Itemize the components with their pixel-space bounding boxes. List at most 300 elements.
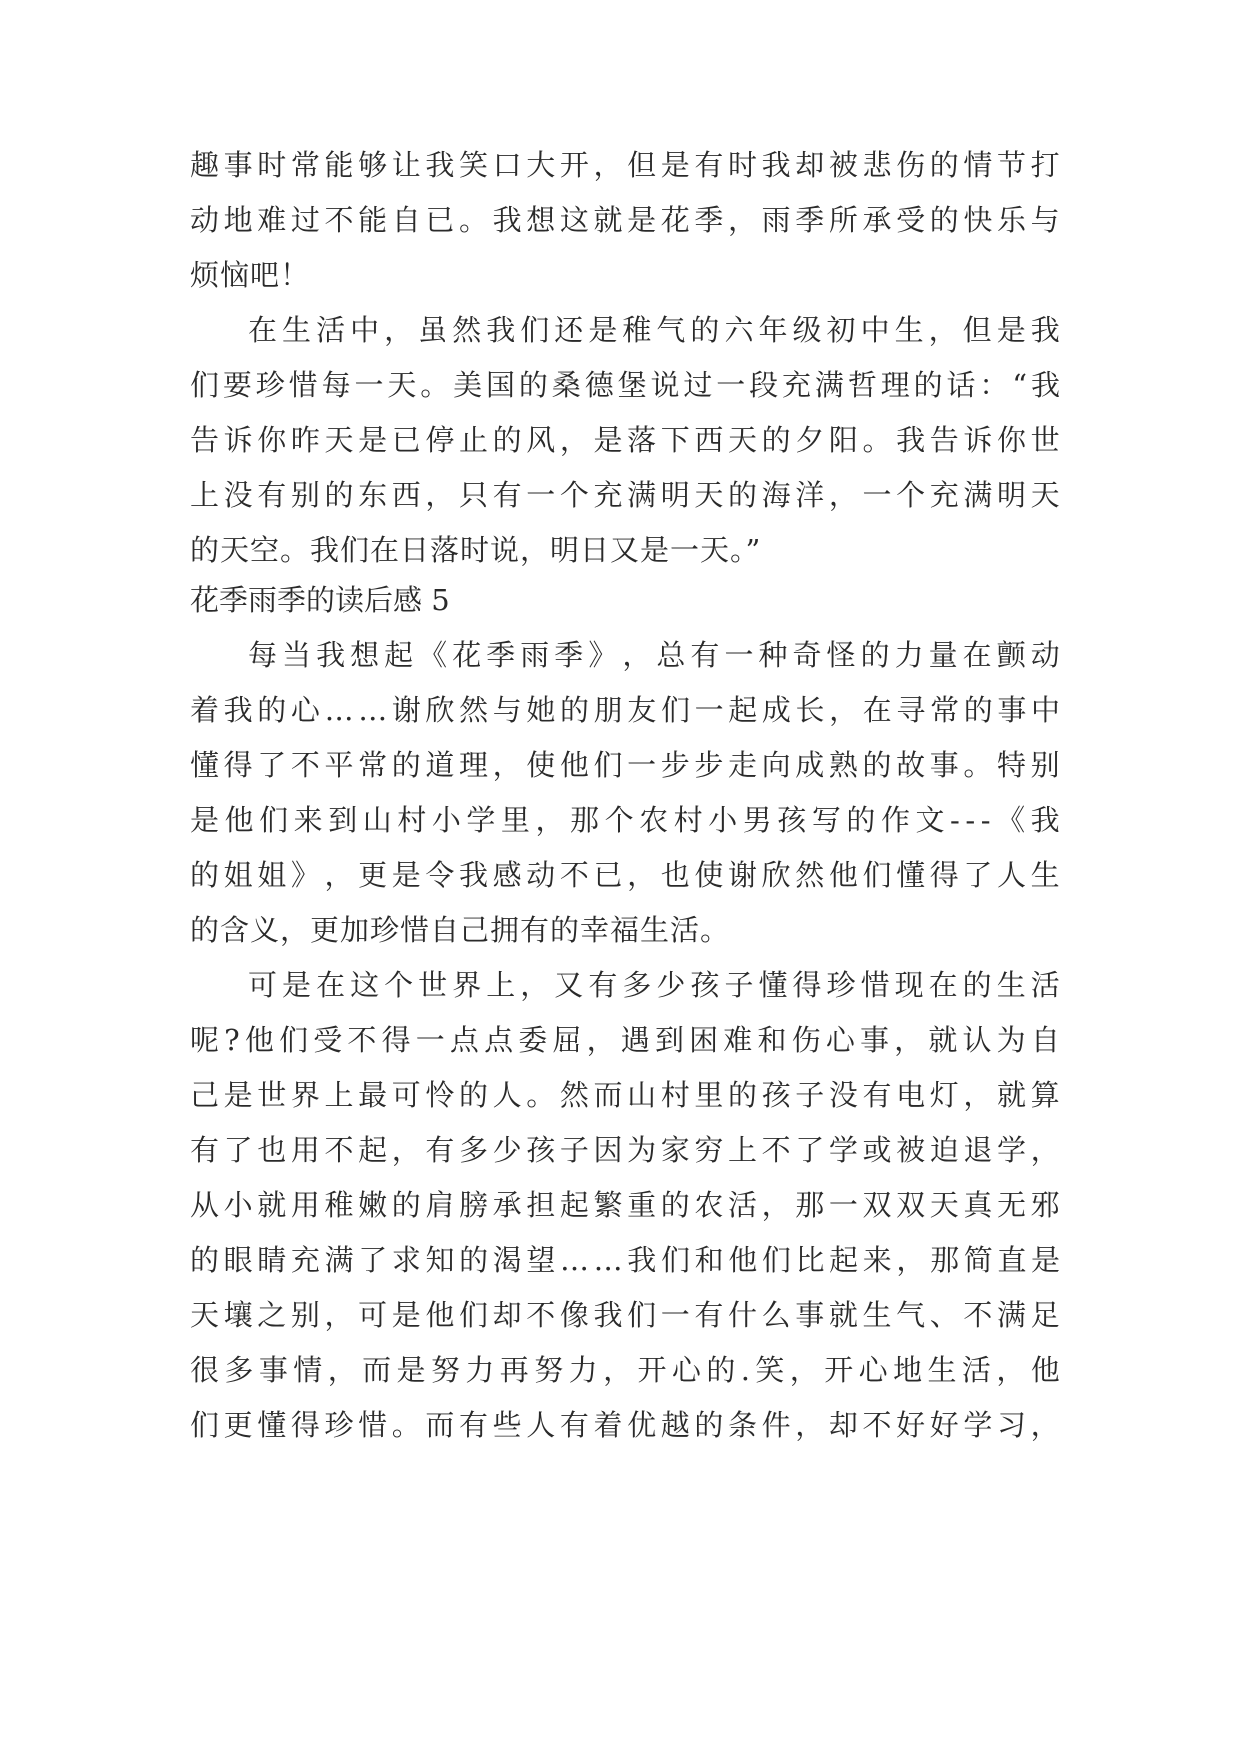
glyph: ， xyxy=(520,968,550,1002)
glyph: 是 xyxy=(358,423,388,457)
glyph: 上 xyxy=(324,1078,354,1112)
glyph: 有 xyxy=(694,1298,724,1332)
glyph: 一 xyxy=(627,748,657,782)
glyph: 村 xyxy=(660,1078,690,1112)
glyph: 的 xyxy=(862,748,892,782)
glyph: 满 xyxy=(814,368,844,402)
glyph: 那 xyxy=(795,1188,825,1222)
glyph: 起 xyxy=(559,1188,589,1222)
glyph: 他 xyxy=(244,1023,274,1057)
glyph: 遇 xyxy=(620,1023,650,1057)
glyph: ， xyxy=(384,313,414,347)
glyph: 上 xyxy=(728,1133,758,1167)
glyph: 够 xyxy=(358,148,388,182)
glyph: 开 xyxy=(559,148,589,182)
glyph: 家 xyxy=(660,1133,690,1167)
glyph: 告 xyxy=(190,423,220,457)
glyph: 比 xyxy=(795,1243,825,1277)
glyph: 她 xyxy=(526,693,556,727)
glyph: 海 xyxy=(761,478,791,512)
glyph: 了 xyxy=(223,1133,253,1167)
glyph: 当 xyxy=(282,638,312,672)
glyph: “ xyxy=(1012,368,1028,402)
glyph: 平 xyxy=(324,748,354,782)
glyph: 生 xyxy=(996,968,1026,1002)
glyph: 的 xyxy=(459,1243,489,1277)
glyph: ， xyxy=(728,203,758,237)
glyph: 美 xyxy=(453,368,483,402)
glyph: 屈 xyxy=(552,1023,582,1057)
glyph: 们 xyxy=(279,1023,309,1057)
glyph: 点 xyxy=(449,1023,479,1057)
glyph: 然 xyxy=(559,1078,589,1112)
glyph: 的 xyxy=(761,423,791,457)
glyph: 在 xyxy=(248,313,278,347)
glyph: ， xyxy=(795,1408,825,1442)
glyph: 界 xyxy=(290,1078,320,1112)
glyph: 们 xyxy=(862,858,892,892)
glyph: 成 xyxy=(761,693,791,727)
glyph: ， xyxy=(896,1243,926,1277)
glyph: 充 xyxy=(593,478,623,512)
glyph: 落 xyxy=(627,423,657,457)
glyph: 欣 xyxy=(425,693,455,727)
glyph: 动 xyxy=(1030,638,1060,672)
glyph: 是 xyxy=(282,968,312,1002)
glyph: 他 xyxy=(1030,1353,1060,1387)
glyph: 花 xyxy=(660,203,690,237)
glyph: 得 xyxy=(223,748,253,782)
glyph: 的 xyxy=(391,1188,421,1222)
glyph: 动 xyxy=(526,858,556,892)
glyph: 是 xyxy=(996,313,1026,347)
glyph: 可 xyxy=(391,1078,421,1112)
glyph: 、 xyxy=(929,1298,959,1332)
glyph: 我 xyxy=(1030,803,1060,837)
glyph: 却 xyxy=(492,1298,522,1332)
glyph: 级 xyxy=(792,313,822,347)
glyph: 算 xyxy=(1030,1078,1060,1112)
glyph: 孩 xyxy=(690,968,720,1002)
glyph: 人 xyxy=(997,858,1027,892)
glyph: 已 xyxy=(593,858,623,892)
glyph: 只 xyxy=(459,478,489,512)
glyph: ， xyxy=(1030,1133,1060,1167)
glyph: 懂 xyxy=(758,968,788,1002)
glyph: 种 xyxy=(758,638,788,672)
glyph: 而 xyxy=(362,1353,392,1387)
glyph: 的 xyxy=(492,423,522,457)
glyph: 笑 xyxy=(459,148,489,182)
glyph: 就 xyxy=(828,1298,858,1332)
glyph: 我 xyxy=(459,858,489,892)
glyph: 多 xyxy=(224,1353,254,1387)
glyph: 了 xyxy=(795,1133,825,1167)
glyph: 有 xyxy=(425,1133,455,1167)
glyph: 好 xyxy=(929,1408,959,1442)
glyph: 被 xyxy=(896,1133,926,1167)
glyph: 走 xyxy=(728,748,758,782)
glyph: 嫩 xyxy=(358,1188,388,1222)
glyph: 就 xyxy=(997,1078,1027,1112)
glyph: 多 xyxy=(459,1133,489,1167)
glyph: 也 xyxy=(660,858,690,892)
glyph: 阳 xyxy=(828,423,858,457)
glyph: 更 xyxy=(223,1408,253,1442)
glyph: 可 xyxy=(248,968,278,1002)
glyph: ， xyxy=(559,423,589,457)
glyph: 懂 xyxy=(190,748,220,782)
glyph: 一 xyxy=(526,478,556,512)
glyph: 伤 xyxy=(896,148,926,182)
glyph: 使 xyxy=(694,858,724,892)
glyph: - xyxy=(950,803,960,837)
glyph: 已 xyxy=(425,203,455,237)
glyph: 农 xyxy=(694,1188,724,1222)
glyph: 理 xyxy=(880,368,910,402)
glyph: 的 xyxy=(690,313,720,347)
glyph: 着 xyxy=(190,693,220,727)
glyph: 别 xyxy=(290,478,320,512)
glyph: 生 xyxy=(894,313,924,347)
glyph: 山 xyxy=(627,1078,657,1112)
glyph: 充 xyxy=(929,478,959,512)
glyph: 们 xyxy=(259,803,289,837)
glyph: 诉 xyxy=(223,423,253,457)
glyph: 明 xyxy=(997,478,1027,512)
glyph: - xyxy=(980,803,991,837)
glyph: 双 xyxy=(896,1188,926,1222)
glyph: 努 xyxy=(430,1353,460,1387)
glyph: 感 xyxy=(492,858,522,892)
glyph: 足 xyxy=(1030,1298,1060,1332)
glyph: 活 xyxy=(316,313,346,347)
glyph: … xyxy=(560,1243,590,1277)
glyph: 有 xyxy=(492,478,522,512)
glyph: 与 xyxy=(1030,203,1060,237)
glyph: 了 xyxy=(358,1243,388,1277)
glyph: 别 xyxy=(1030,748,1060,782)
glyph: 能 xyxy=(358,203,388,237)
paragraph-line xyxy=(190,471,1060,519)
glyph: 令 xyxy=(425,858,455,892)
glyph: 无 xyxy=(997,1188,1027,1222)
glyph: 天 xyxy=(1030,478,1060,512)
glyph: 珍 xyxy=(255,368,285,402)
glyph: ， xyxy=(761,1188,791,1222)
glyph: 委 xyxy=(518,1023,548,1057)
glyph: 打 xyxy=(1030,148,1060,182)
glyph: 过 xyxy=(683,368,713,402)
paragraph-line xyxy=(190,361,1060,409)
glyph: 谢 xyxy=(728,858,758,892)
glyph: ， xyxy=(1030,1408,1060,1442)
glyph: 世 xyxy=(418,968,448,1002)
glyph: 灯 xyxy=(929,1078,959,1112)
glyph: 村 xyxy=(673,803,703,837)
glyph: 的 xyxy=(660,1188,690,1222)
glyph: 事 xyxy=(929,748,959,782)
glyph: 个 xyxy=(559,478,589,512)
glyph: 子 xyxy=(795,1078,825,1112)
glyph: 承 xyxy=(862,203,892,237)
glyph: 》 xyxy=(290,858,320,892)
glyph: 德 xyxy=(584,368,614,402)
glyph: 但 xyxy=(962,313,992,347)
glyph: 笑 xyxy=(755,1353,785,1387)
glyph: 男 xyxy=(742,803,772,837)
glyph: 不 xyxy=(862,1408,892,1442)
glyph: 起 xyxy=(358,1133,388,1167)
glyph: 节 xyxy=(997,148,1027,182)
glyph: ， xyxy=(894,1023,924,1057)
glyph: 话 xyxy=(946,368,976,402)
glyph: 有 xyxy=(694,148,724,182)
glyph: 之 xyxy=(257,1298,287,1332)
paragraph-line xyxy=(190,1291,1060,1339)
glyph: 到 xyxy=(328,803,358,837)
glyph: 却 xyxy=(795,148,825,182)
glyph: ， xyxy=(492,748,522,782)
glyph: 时 xyxy=(728,148,758,182)
glyph: 一 xyxy=(354,368,384,402)
glyph: 写 xyxy=(811,803,841,837)
glyph: 望 xyxy=(526,1243,556,1277)
glyph: 孩 xyxy=(761,1078,791,1112)
glyph: 告 xyxy=(929,423,959,457)
glyph: 动 xyxy=(190,203,220,237)
paragraph-first-line xyxy=(248,306,1060,354)
glyph: 悲 xyxy=(862,148,892,182)
glyph: 他 xyxy=(224,803,254,837)
glyph: 事 xyxy=(223,148,253,182)
glyph: 我 xyxy=(492,203,522,237)
section-heading: 花季雨季的读后感 5 xyxy=(190,583,450,617)
glyph: 是 xyxy=(396,1353,426,1387)
glyph: 的 xyxy=(706,1353,736,1387)
glyph: 生 xyxy=(927,1353,957,1387)
glyph: 被 xyxy=(828,148,858,182)
glyph: 己 xyxy=(190,1078,220,1112)
glyph: 说 xyxy=(650,368,680,402)
paragraph-line xyxy=(190,686,1060,734)
glyph: 充 xyxy=(782,368,812,402)
glyph: 的 xyxy=(459,1078,489,1112)
glyph: 稚 xyxy=(622,313,652,347)
glyph: 个 xyxy=(896,478,926,512)
glyph: 气 xyxy=(656,313,686,347)
glyph: 中 xyxy=(860,313,890,347)
glyph: 《 xyxy=(418,638,448,672)
glyph: 季 xyxy=(694,203,724,237)
glyph: 开 xyxy=(637,1353,667,1387)
glyph: 学 xyxy=(466,803,496,837)
glyph: 更 xyxy=(358,858,388,892)
glyph: 开 xyxy=(824,1353,854,1387)
glyph: ? xyxy=(224,1023,240,1057)
glyph: 孩 xyxy=(526,1133,556,1167)
glyph: 心 xyxy=(858,1353,888,1387)
glyph: 们 xyxy=(660,693,690,727)
glyph: 而 xyxy=(593,1078,623,1112)
glyph: 膀 xyxy=(459,1188,489,1222)
glyph: 用 xyxy=(290,1133,320,1167)
paragraph-line xyxy=(190,1071,1060,1119)
glyph: 段 xyxy=(749,368,779,402)
glyph: ， xyxy=(535,803,565,837)
glyph: 珍 xyxy=(826,968,856,1002)
glyph: 常 xyxy=(930,693,960,727)
paragraph-line xyxy=(190,741,1060,789)
glyph: 趣 xyxy=(190,148,220,182)
paragraph-line xyxy=(190,1401,1060,1449)
glyph: 有 xyxy=(257,478,287,512)
glyph: 承 xyxy=(492,1188,522,1222)
glyph: 的 xyxy=(728,478,758,512)
glyph: 自 xyxy=(391,203,421,237)
glyph: 来 xyxy=(862,1243,892,1277)
glyph: 渴 xyxy=(492,1243,522,1277)
glyph: 但 xyxy=(627,148,657,182)
glyph: 一 xyxy=(724,638,754,672)
glyph: 好 xyxy=(896,1408,926,1442)
glyph: 又 xyxy=(554,968,584,1002)
glyph: 初 xyxy=(826,313,856,347)
glyph: 充 xyxy=(290,1243,320,1277)
glyph: 们 xyxy=(627,1298,657,1332)
glyph: 天 xyxy=(324,423,354,457)
glyph: 是 xyxy=(627,203,657,237)
glyph: ， xyxy=(622,638,652,672)
glyph: 惜 xyxy=(358,1408,388,1442)
glyph: 睛 xyxy=(257,1243,287,1277)
glyph: 就 xyxy=(593,203,623,237)
glyph: 我 xyxy=(761,148,791,182)
glyph: 季 xyxy=(795,203,825,237)
glyph: 一 xyxy=(828,1188,858,1222)
glyph: 然 xyxy=(459,693,489,727)
glyph: 懂 xyxy=(257,1408,287,1442)
glyph: 乐 xyxy=(997,203,1027,237)
glyph: 心 xyxy=(671,1353,701,1387)
glyph: 学 xyxy=(997,1133,1027,1167)
glyph: 雨 xyxy=(520,638,550,672)
glyph: 有 xyxy=(190,1133,220,1167)
glyph: 心 xyxy=(290,693,320,727)
glyph: 个 xyxy=(384,968,414,1002)
glyph: 花 xyxy=(452,638,482,672)
glyph: 量 xyxy=(928,638,958,672)
paragraph-line xyxy=(190,196,1060,244)
glyph: 稚 xyxy=(324,1188,354,1222)
glyph: 向 xyxy=(761,748,791,782)
glyph: 有 xyxy=(862,1078,892,1112)
glyph: 地 xyxy=(223,203,253,237)
glyph: 世 xyxy=(257,1078,287,1112)
paragraph-line: 的含义，更加珍惜自己拥有的幸福生活。 xyxy=(190,913,731,947)
glyph: 夕 xyxy=(795,423,825,457)
paragraph-line xyxy=(190,1346,1060,1394)
glyph: 季 xyxy=(486,638,516,672)
glyph: 而 xyxy=(425,1408,455,1442)
glyph: 珍 xyxy=(324,1408,354,1442)
glyph: 昨 xyxy=(290,423,320,457)
glyph: 然 xyxy=(795,858,825,892)
glyph: 能 xyxy=(324,148,354,182)
glyph: 件 xyxy=(761,1408,791,1442)
glyph: 别 xyxy=(290,1298,320,1332)
glyph: 的 xyxy=(962,968,992,1002)
paragraph-line xyxy=(190,851,1060,899)
glyph: 想 xyxy=(526,203,556,237)
glyph: 一 xyxy=(862,478,892,512)
glyph: 用 xyxy=(290,1188,320,1222)
glyph: 就 xyxy=(928,1023,958,1057)
glyph: 西 xyxy=(694,423,724,457)
glyph: 些 xyxy=(492,1408,522,1442)
glyph: 现 xyxy=(894,968,924,1002)
glyph: 懂 xyxy=(896,858,926,892)
glyph: 们 xyxy=(459,1298,489,1332)
glyph: - xyxy=(965,803,976,837)
glyph: 年 xyxy=(758,313,788,347)
glyph: 我 xyxy=(1030,313,1060,347)
glyph: ， xyxy=(324,1298,354,1332)
glyph: 一 xyxy=(660,1298,690,1332)
glyph: 像 xyxy=(559,1298,589,1332)
glyph: 很 xyxy=(190,1353,220,1387)
glyph: 六 xyxy=(724,313,754,347)
glyph: 小 xyxy=(708,803,738,837)
glyph: 停 xyxy=(425,423,455,457)
glyph: 因 xyxy=(593,1133,623,1167)
paragraph-line: 烦恼吧！ xyxy=(190,258,311,292)
glyph: 生 xyxy=(1030,858,1060,892)
paragraph-line xyxy=(190,416,1060,464)
glyph: 困 xyxy=(689,1023,719,1057)
glyph: 的 xyxy=(190,858,220,892)
glyph: 使 xyxy=(526,748,556,782)
glyph: 力 xyxy=(465,1353,495,1387)
glyph: 想 xyxy=(350,638,380,672)
glyph: 么 xyxy=(761,1298,791,1332)
glyph: 里 xyxy=(694,1078,724,1112)
glyph: 电 xyxy=(896,1078,926,1112)
glyph: 是 xyxy=(223,1078,253,1112)
paragraph-line xyxy=(190,796,1060,844)
glyph: 上 xyxy=(190,478,220,512)
glyph: 世 xyxy=(1030,423,1060,457)
glyph: 那 xyxy=(570,803,600,837)
glyph: 一 xyxy=(694,693,724,727)
glyph: 活 xyxy=(728,1188,758,1222)
glyph: 再 xyxy=(499,1353,529,1387)
glyph: 不 xyxy=(761,1133,791,1167)
glyph: 我 xyxy=(425,148,455,182)
glyph: 在 xyxy=(862,693,892,727)
glyph: 道 xyxy=(425,748,455,782)
glyph: 已 xyxy=(391,423,421,457)
glyph: 就 xyxy=(257,1188,287,1222)
glyph: 习 xyxy=(997,1408,1027,1442)
glyph: … xyxy=(324,693,354,727)
glyph: ： xyxy=(979,368,1009,402)
glyph: 点 xyxy=(484,1023,514,1057)
glyph: 的 xyxy=(963,693,993,727)
glyph: 里 xyxy=(500,803,530,837)
glyph: 的 xyxy=(929,203,959,237)
glyph: 的 xyxy=(860,638,890,672)
